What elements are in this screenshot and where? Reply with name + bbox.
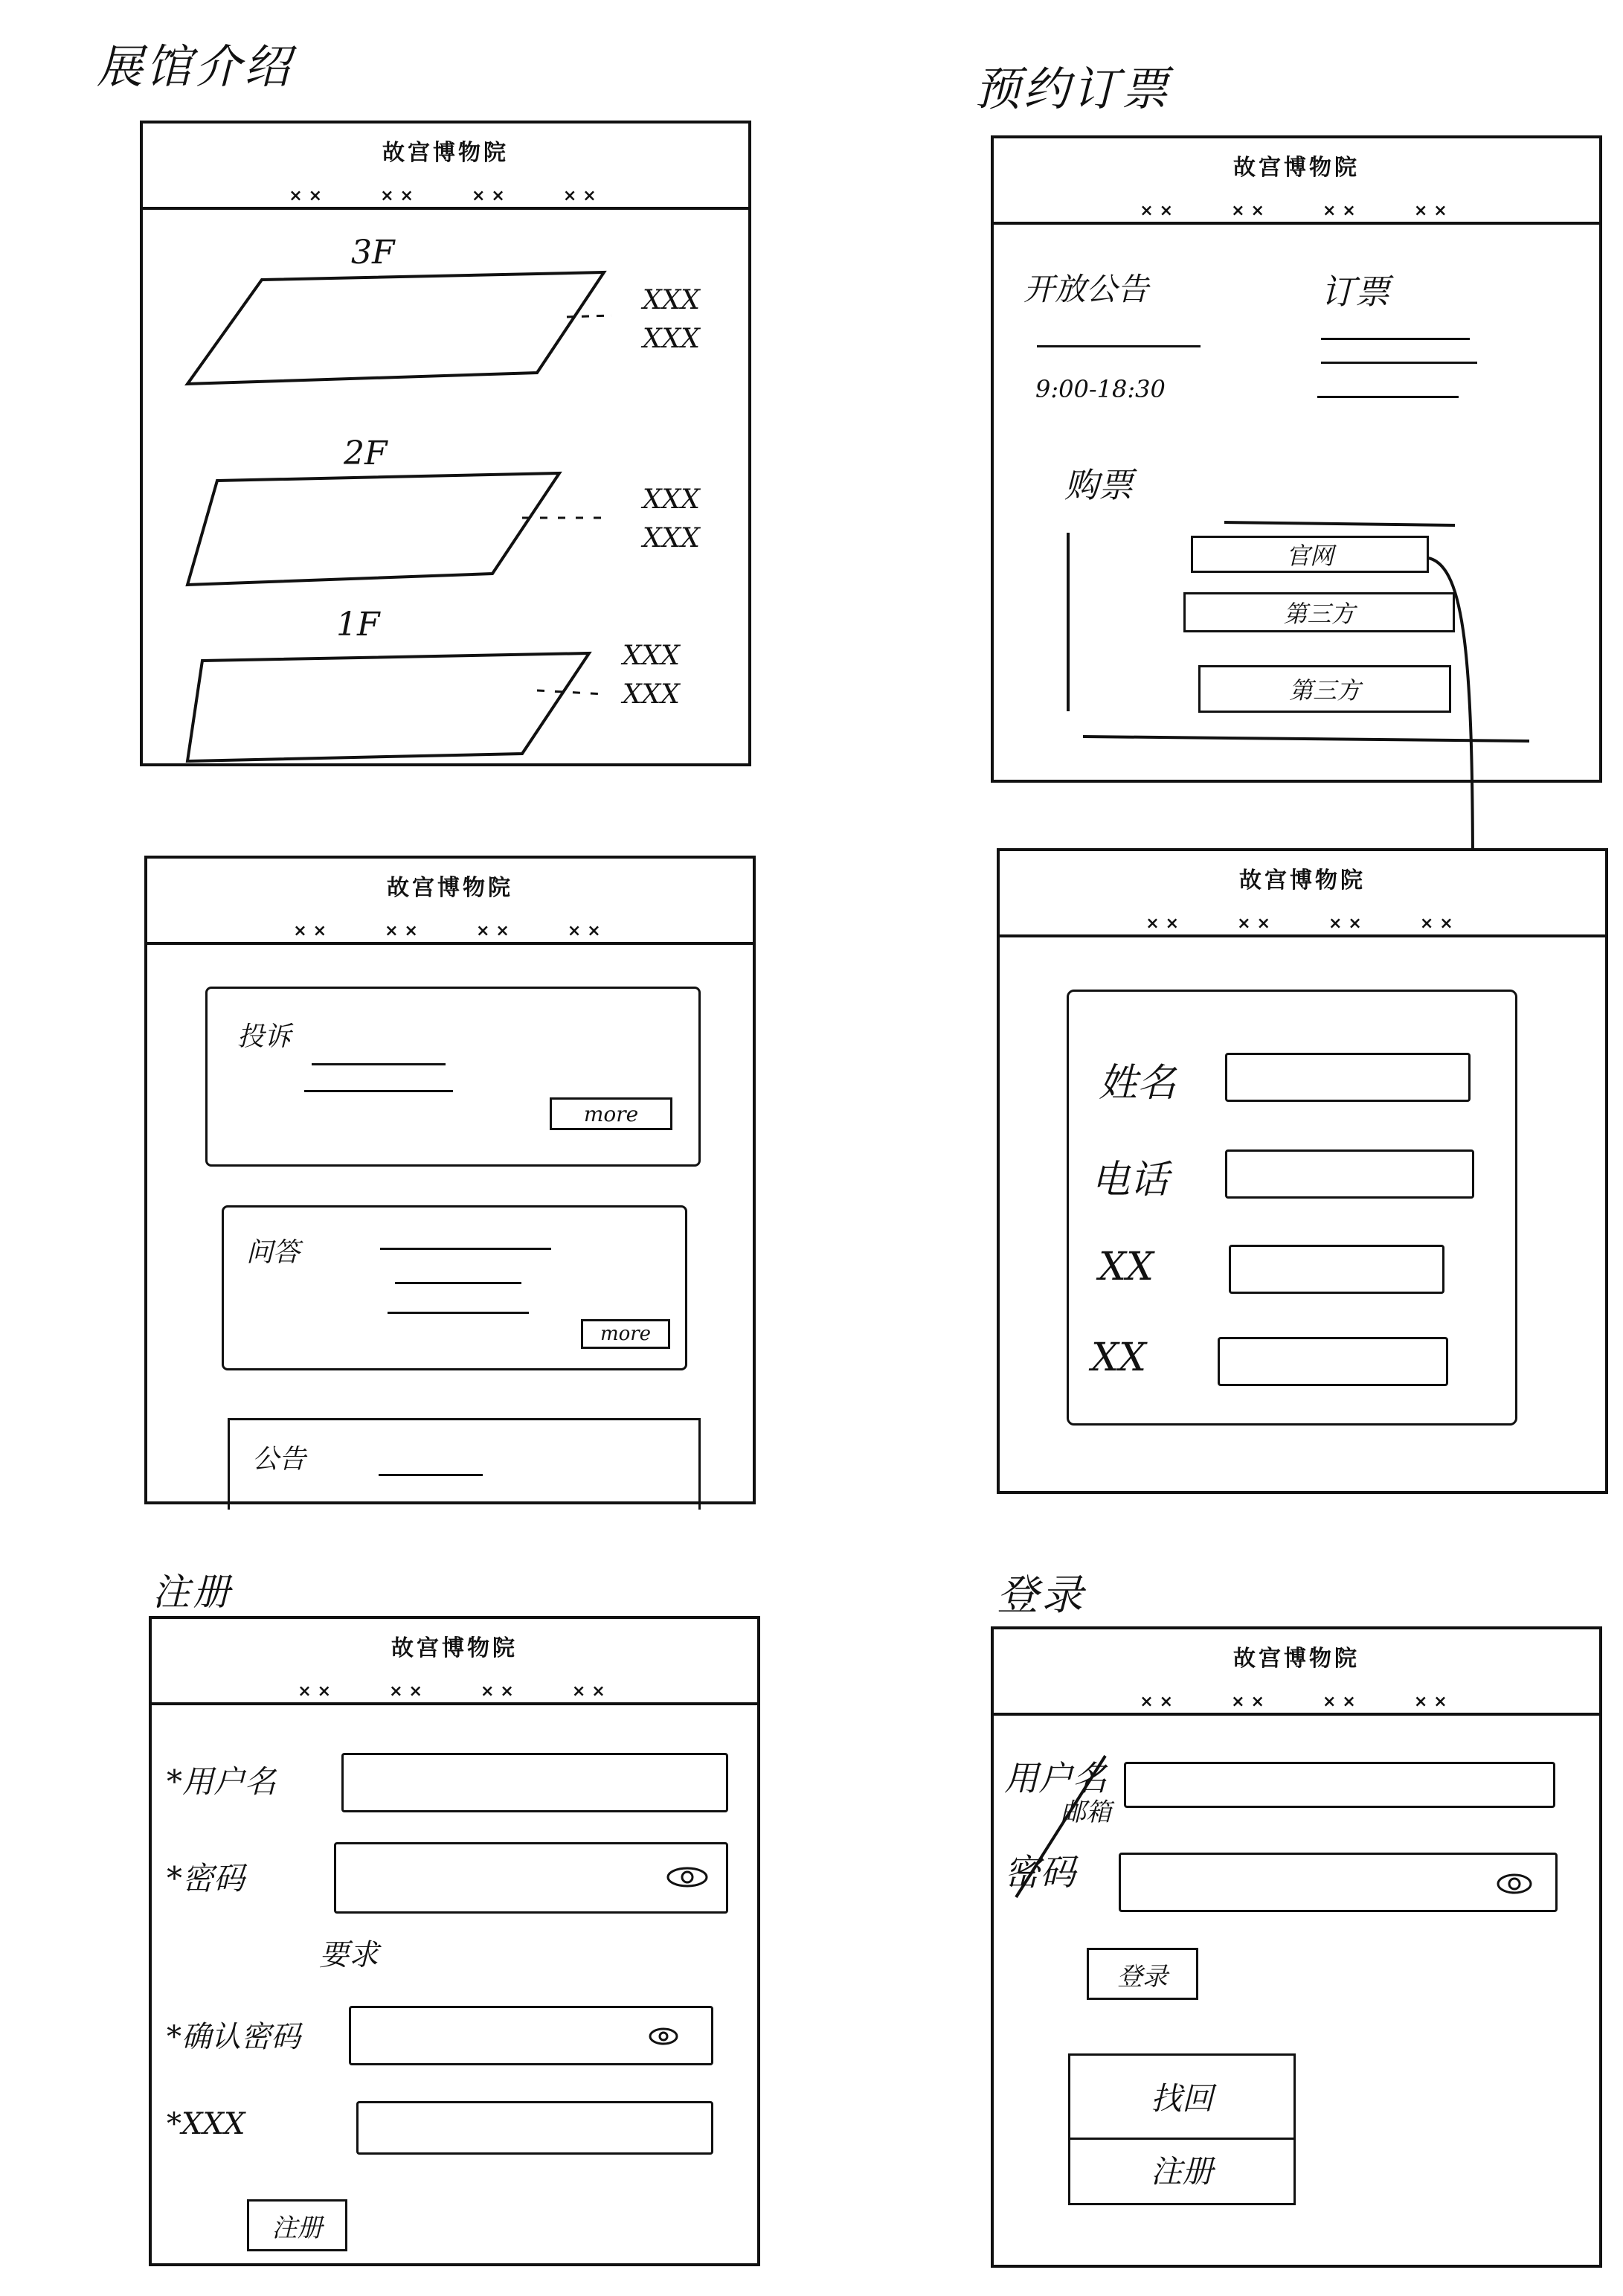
site-title: 故宫博物院 [1233,155,1360,181]
site-title: 故宫博物院 [387,875,513,901]
floor-info [643,281,700,359]
notice-title: 开放公告 [1023,271,1149,307]
nav-item[interactable]: ×× [1322,202,1362,220]
field-label: 姓名 [1099,1061,1177,1106]
extra-label: *XXX [167,2107,245,2141]
nav-item[interactable]: ×× [1413,202,1453,220]
password-input[interactable] [1119,1853,1558,1912]
floor-plan-3f[interactable] [187,272,634,391]
nav-item[interactable]: ×× [571,1682,611,1701]
floor-info [623,637,680,714]
nav-item[interactable]: ×× [472,187,511,205]
email-label: 邮箱 [1061,1798,1111,1827]
floor-plan-2f[interactable] [187,473,634,592]
nav-item[interactable]: ×× [1322,1693,1362,1711]
username-input[interactable] [341,1753,728,1812]
nav-item[interactable]: ×× [380,187,420,205]
nav-item[interactable]: ×× [1231,1693,1270,1711]
password-requirement: 要求 [319,1938,379,1972]
field-label: 电话 [1091,1158,1169,1202]
nav-item[interactable]: ×× [481,1682,520,1701]
channel-label: 第三方 [1288,676,1360,705]
floor-label: 2F [344,434,388,472]
eye-icon[interactable] [1497,1873,1537,1893]
more-button[interactable] [581,1319,670,1349]
flow-arrow [1413,551,1517,893]
text-line [388,1312,529,1314]
button-label: 登录 [1117,1961,1168,1992]
name-input[interactable] [1225,1053,1471,1102]
qa-card[interactable] [222,1205,687,1370]
site-title: 故宫博物院 [391,1635,518,1661]
ticket-line [1321,338,1470,340]
username-label: 用户名 [1004,1758,1107,1798]
extra-input[interactable] [356,2101,713,2155]
floor-info-line: XXX [623,679,680,710]
floor-label: 1F [336,606,380,644]
nav-item[interactable]: ×× [1140,1693,1180,1711]
register-submit-button[interactable] [247,2199,347,2251]
floor-info-line: XXX [623,641,680,671]
label-register: 注册 [152,1571,233,1614]
wireframe-feed [144,856,756,1504]
tickets-title: 订票 [1321,272,1389,312]
nav-item[interactable]: ×× [562,187,602,205]
nav-item[interactable]: ×× [293,922,333,940]
wireframe-exhibition [140,121,751,766]
nav-item[interactable]: ×× [385,922,424,940]
nav-item[interactable]: ×× [298,1682,338,1701]
text-line [379,1474,483,1476]
password-label: 密码 [1004,1852,1076,1893]
floor-info-line: XXX [643,523,700,554]
nav-bar [994,190,1599,225]
go-register-button[interactable] [1070,2138,1293,2202]
more-button[interactable] [550,1097,672,1130]
nav-bar [143,176,748,210]
text-line [312,1063,446,1065]
nav-bar [1000,903,1605,937]
button-label: 注册 [271,2213,323,2243]
site-title: 故宫博物院 [1239,868,1366,894]
nav-item[interactable]: ×× [1328,914,1368,933]
nav-item[interactable]: ×× [1419,914,1459,933]
site-title: 故宫博物院 [1233,1646,1360,1672]
eye-icon[interactable] [649,2027,689,2048]
confirm-password-input[interactable] [349,2006,713,2065]
confirm-label: *确认密码 [167,2020,301,2054]
username-input[interactable] [1124,1762,1555,1808]
field-label: XX [1091,1335,1147,1380]
menu-label: 找回 [1150,2080,1213,2117]
channel-official-button[interactable] [1191,536,1429,573]
card-title: 投诉 [237,1022,292,1052]
wireframe-register [149,1616,760,2266]
floor-info [643,481,700,558]
extra-input[interactable] [1229,1245,1444,1294]
floor-info-line: XXX [643,324,700,354]
info-form-panel [1067,990,1517,1426]
channel-label: 第三方 [1283,600,1355,628]
nav-bar [994,1681,1599,1716]
underline [1037,345,1201,347]
nav-item[interactable]: ×× [476,922,515,940]
label-login: 登录 [997,1571,1086,1620]
buy-title: 购票 [1064,465,1133,505]
password-label: *密码 [167,1860,245,1896]
login-submit-button[interactable] [1087,1948,1198,2000]
nav-item[interactable]: ×× [289,187,329,205]
site-title: 故宫博物院 [382,140,509,166]
phone-input[interactable] [1225,1149,1474,1199]
complaint-card[interactable] [205,987,701,1167]
nav-item[interactable]: ×× [1237,914,1276,933]
floor-info-line: XXX [643,285,700,315]
card-title: 公告 [252,1444,306,1475]
nav-item[interactable]: ×× [1231,202,1270,220]
text-line [380,1248,551,1250]
find-account-button[interactable] [1070,2056,1293,2140]
more-label: more [583,1101,639,1126]
nav-bar [152,1671,757,1705]
more-label: more [600,1323,652,1345]
password-input[interactable] [334,1842,728,1914]
text-line [395,1282,521,1284]
menu-label: 注册 [1150,2153,1213,2190]
eye-icon[interactable] [667,1867,707,1888]
card-title: 问答 [246,1237,301,1268]
field-label: XX [1099,1245,1154,1289]
username-label: *用户名 [167,1763,277,1800]
floor-label: 3F [351,234,395,272]
nav-item[interactable]: ×× [1145,914,1186,933]
floor-info-line: XXX [643,484,700,515]
wireframe-info-form [997,848,1608,1494]
label-reserve-ticket: 预约订票 [974,62,1172,116]
nav-bar [147,911,753,945]
floor-plan-1f[interactable] [187,653,634,765]
label-exhibition-intro: 展馆介绍 [97,39,294,94]
text-line [304,1090,453,1092]
nav-item[interactable]: ×× [1140,202,1180,220]
account-menu [1068,2053,1296,2205]
nav-item[interactable]: ×× [389,1682,428,1701]
nav-item[interactable]: ×× [1413,1693,1453,1711]
notice-card[interactable] [228,1418,701,1510]
nav-item[interactable]: ×× [567,922,607,940]
ticket-line [1317,396,1459,398]
ticket-line [1321,362,1477,364]
wireframe-login [991,1626,1602,2268]
opening-hours: 9:00-18:30 [1035,375,1166,403]
channel-label: 官网 [1285,542,1334,570]
extra-input[interactable] [1218,1337,1448,1386]
